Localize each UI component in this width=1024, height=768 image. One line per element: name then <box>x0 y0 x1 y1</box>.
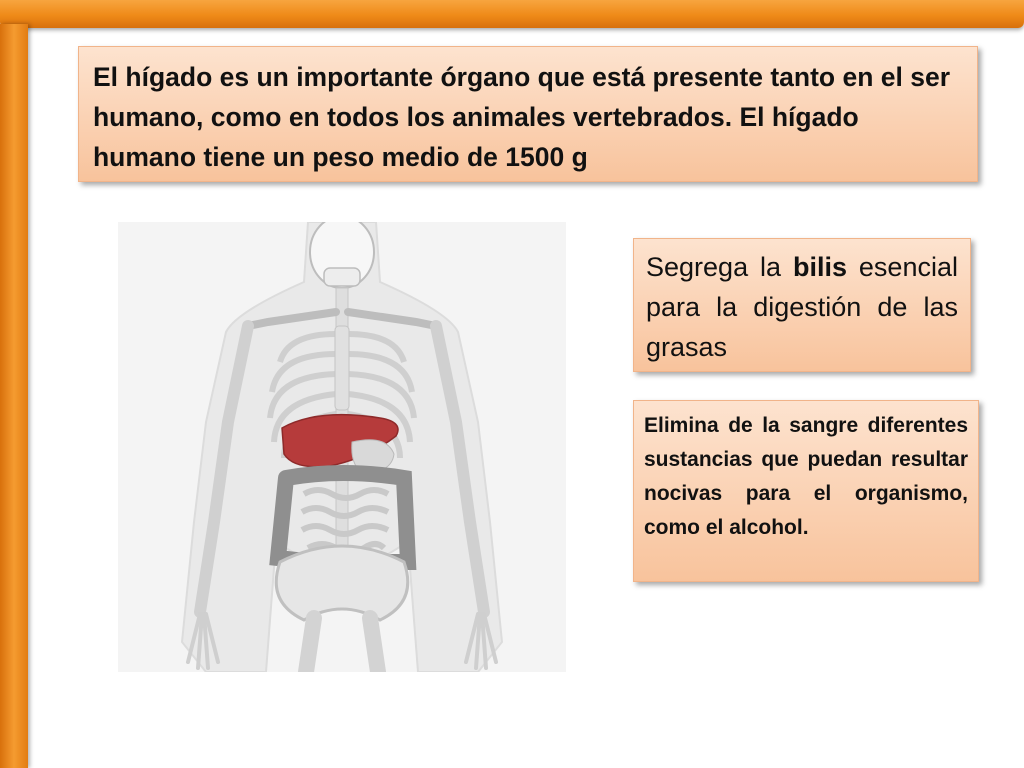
intro-callout <box>78 46 978 182</box>
intro-text: El hígado es un importante órgano que está presente tanto en el ser humano, como en todos los animales vertebrados. El hígado humano tiene un peso medio de 1500 g <box>93 62 951 172</box>
left-accent-bar <box>0 24 28 768</box>
femur-left <box>306 618 314 672</box>
bilis-text-before: Segrega la <box>646 252 793 282</box>
anatomy-illustration <box>118 222 566 672</box>
skeleton-illustration <box>118 222 566 672</box>
bilis-text-after: esencial para la digestión de las grasas <box>646 252 958 362</box>
elimina-callout <box>633 400 979 582</box>
femur-right <box>370 618 378 672</box>
top-accent-bar <box>0 0 1024 28</box>
bilis-keyword: bilis <box>792 252 847 282</box>
jaw <box>324 268 360 286</box>
bilis-callout <box>633 238 971 372</box>
elimina-text: Elimina de la sangre diferentes sustancias que puedan resultar nocivas para el organismo, como el alcohol. <box>644 414 968 539</box>
pelvis <box>276 546 408 620</box>
sternum <box>335 326 349 410</box>
